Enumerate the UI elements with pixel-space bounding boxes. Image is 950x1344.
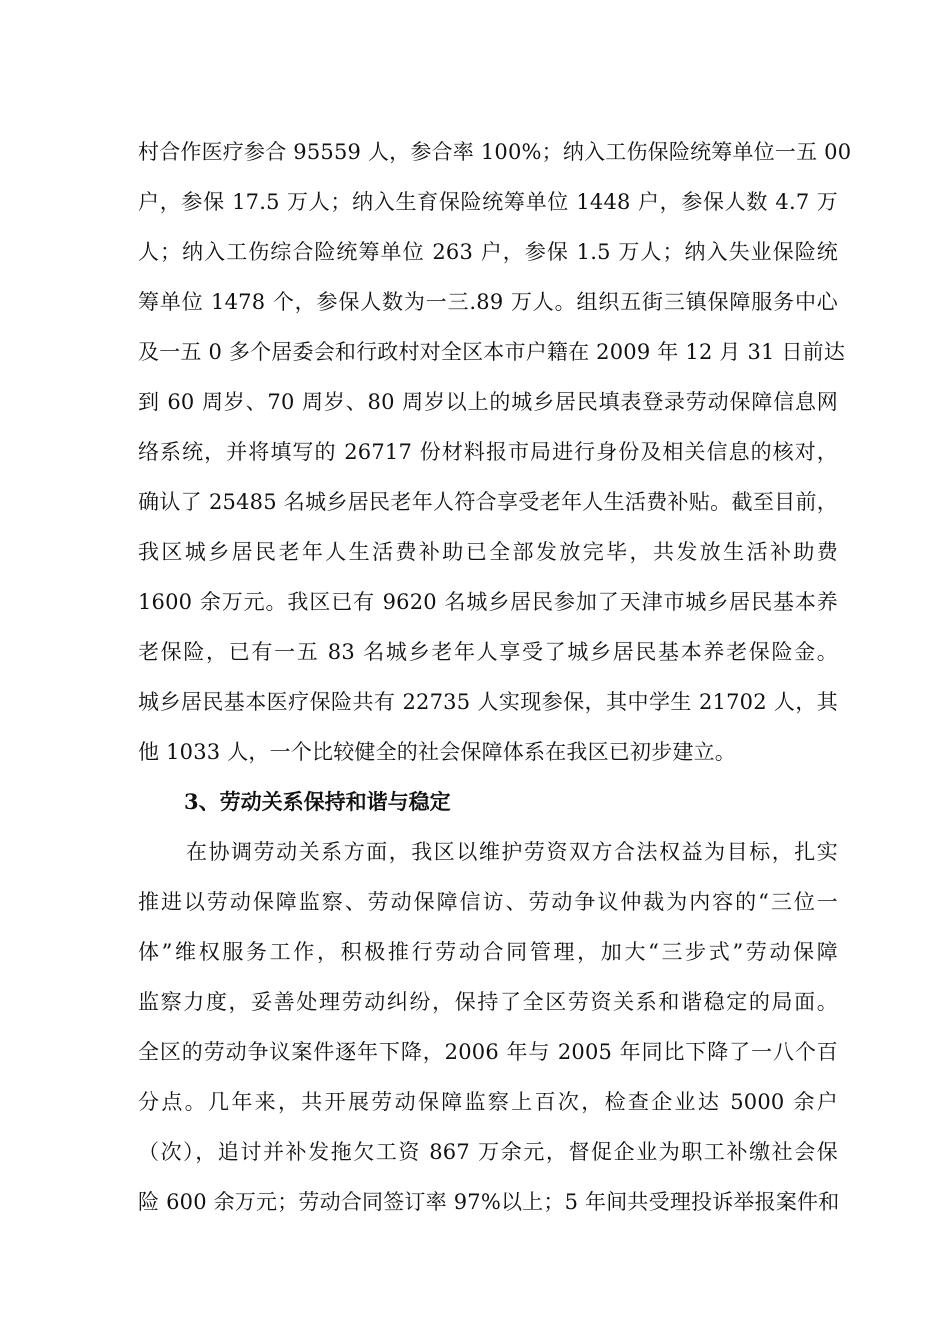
text-line: 确认了 25485 名城乡居民老年人符合享受老年人生活费补贴。截至目前，	[138, 490, 838, 514]
text-line: 体”维权服务工作，积极推行劳动合同管理，加大“三步式”劳动保障	[138, 940, 838, 964]
text-line: 筹单位 1478 个，参保人数为一三.89 万人。组织五街三镇保障服务中心	[138, 290, 838, 314]
text-line: 络系统，并将填写的 26717 份材料报市局进行身份及相关信息的核对，	[138, 440, 838, 464]
text-line: 户，参保 17.5 万人；纳入生育保险统筹单位 1448 户，参保人数 4.7 万	[138, 190, 838, 214]
text-line: 在协调劳动关系方面，我区以维护劳资双方合法权益为目标，扎实	[186, 840, 838, 864]
text-line: 监察力度，妥善处理劳动纠纷，保持了全区劳资关系和谐稳定的局面。	[138, 990, 838, 1014]
text-line: 村合作医疗参合 95559 人，参合率 100%；纳入工伤保险统筹单位一五 00	[138, 140, 852, 164]
text-line: 老保险，已有一五 83 名城乡老年人享受了城乡居民基本养老保险金。	[138, 640, 838, 664]
text-line: 人；纳入工伤综合险统筹单位 263 户，参保 1.5 万人；纳入失业保险统	[138, 240, 838, 264]
text-line: 他 1033 人，一个比较健全的社会保障体系在我区已初步建立。	[138, 740, 736, 764]
section-heading: 3、劳动关系保持和谐与稳定	[184, 789, 451, 814]
text-line: 险 600 余万元；劳动合同签订率 97%以上；5 年间共受理投诉举报案件和	[138, 1190, 840, 1214]
text-line: 推进以劳动保障监察、劳动保障信访、劳动争议仲裁为内容的“三位一	[138, 890, 838, 914]
text-line: 1600 余万元。我区已有 9620 名城乡居民参加了天津市城乡居民基本养	[138, 590, 838, 614]
text-line: （次），追讨并补发拖欠工资 867 万余元，督促企业为职工补缴社会保	[138, 1140, 838, 1164]
text-line: 分点。几年来，共开展劳动保障监察上百次，检查企业达 5000 余户	[138, 1090, 838, 1114]
text-line: 全区的劳动争议案件逐年下降，2006 年与 2005 年同比下降了一八个百	[138, 1040, 838, 1064]
text-line: 我区城乡居民老年人生活费补助已全部发放完毕，共发放生活补助费	[138, 540, 838, 564]
text-line: 及一五 0 多个居委会和行政村对全区本市户籍在 2009 年 12 月 31 日前达	[138, 340, 846, 364]
text-line: 城乡居民基本医疗保险共有 22735 人实现参保，其中学生 21702 人，其	[138, 690, 838, 714]
text-line: 到 60 周岁、70 周岁、80 周岁以上的城乡居民填表登录劳动保障信息网	[138, 390, 838, 414]
